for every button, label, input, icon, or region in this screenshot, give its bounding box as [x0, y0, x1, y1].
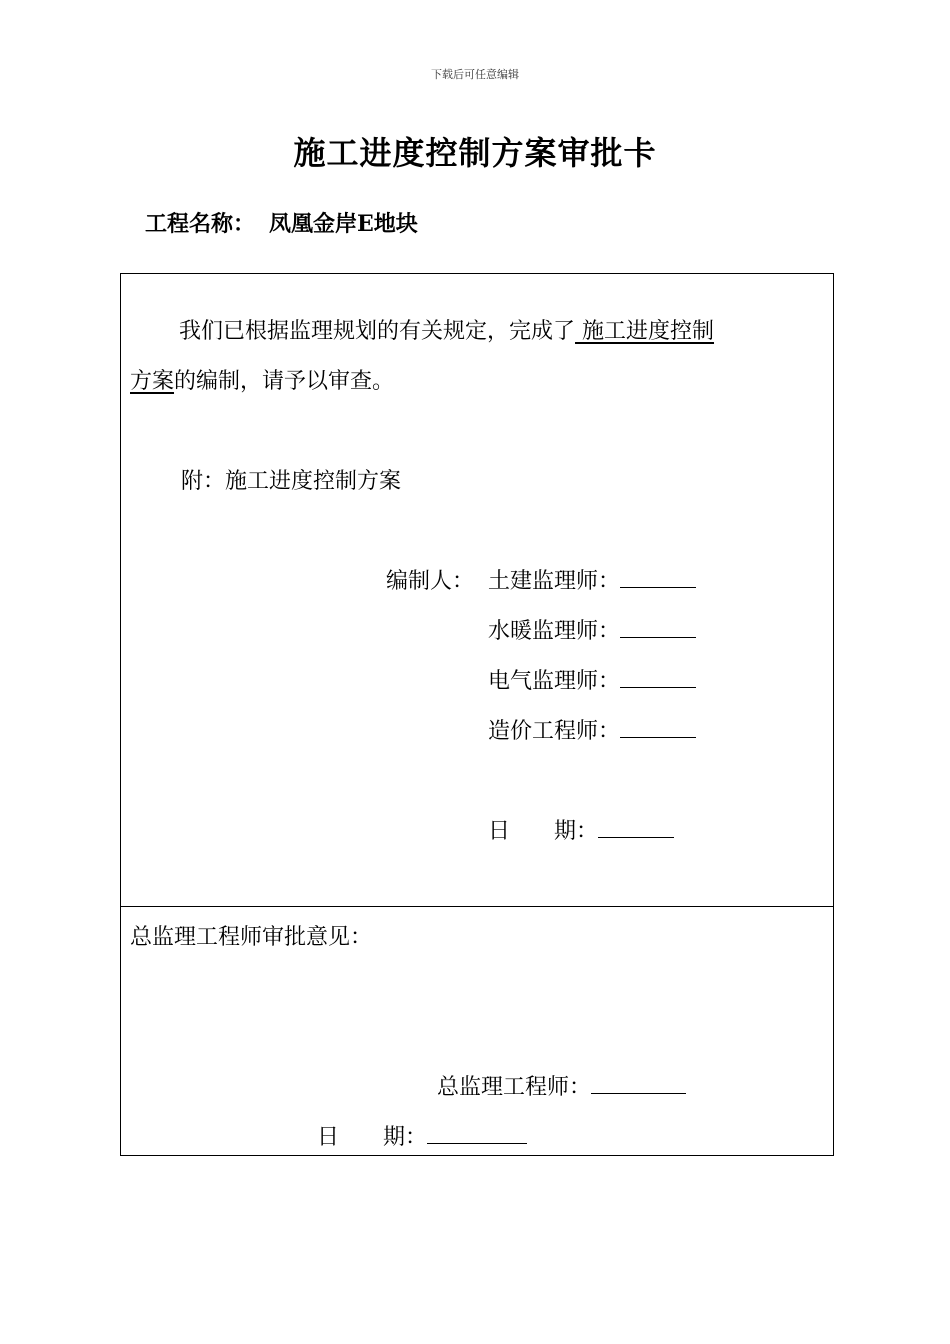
signer-cost-blank[interactable] [620, 717, 696, 738]
project-name-value: 凤凰金岸E地块 [269, 211, 418, 237]
project-name-row [145, 207, 418, 238]
project-name-label: 工程名称： [145, 211, 256, 237]
signer-civil-row [488, 564, 696, 595]
compiler-label: 编制人： [386, 569, 475, 594]
signer-civil-label: 土建监理师： [488, 569, 621, 594]
signer-civil-blank[interactable] [620, 567, 696, 588]
section-divider [121, 906, 833, 907]
approval-date-row [317, 1120, 527, 1151]
page-title: 施工进度控制方案审批卡 [293, 134, 657, 172]
approval-date-blank[interactable] [427, 1123, 527, 1144]
filled-plan-name-part2: 方案 [130, 369, 175, 394]
page-header-note: 下载后可任意编辑 [431, 68, 519, 81]
statement-line-1 [179, 314, 714, 345]
chief-engineer-row [437, 1070, 686, 1101]
chief-engineer-label: 总监理工程师： [437, 1075, 592, 1100]
compile-date-row [488, 814, 674, 845]
signer-electrical-label: 电气监理师： [488, 669, 621, 694]
compile-date-label: 日 期： [488, 819, 599, 844]
compile-date-blank[interactable] [598, 817, 674, 838]
attachment-line: 附：施工进度控制方案 [181, 469, 402, 494]
statement-text: 我们已根据监理规划的有关规定，完成了 [179, 319, 576, 344]
signer-hvac-blank[interactable] [620, 617, 696, 638]
chief-engineer-blank[interactable] [591, 1073, 686, 1094]
approval-date-label: 日 期： [317, 1125, 428, 1150]
approval-opinion-heading: 总监理工程师审批意见： [130, 925, 373, 950]
signer-cost-row [488, 714, 696, 745]
approval-card-table [120, 273, 834, 1156]
signer-electrical-row [488, 664, 696, 695]
signer-hvac-label: 水暖监理师： [488, 619, 621, 644]
filled-plan-name-part1: 施工进度控制 [575, 319, 715, 344]
signer-cost-label: 造价工程师： [488, 719, 621, 744]
signer-electrical-blank[interactable] [620, 667, 696, 688]
signer-hvac-row [488, 614, 696, 645]
statement-text-end: 的编制，请予以审查。 [174, 369, 395, 394]
statement-line-2 [130, 364, 394, 395]
